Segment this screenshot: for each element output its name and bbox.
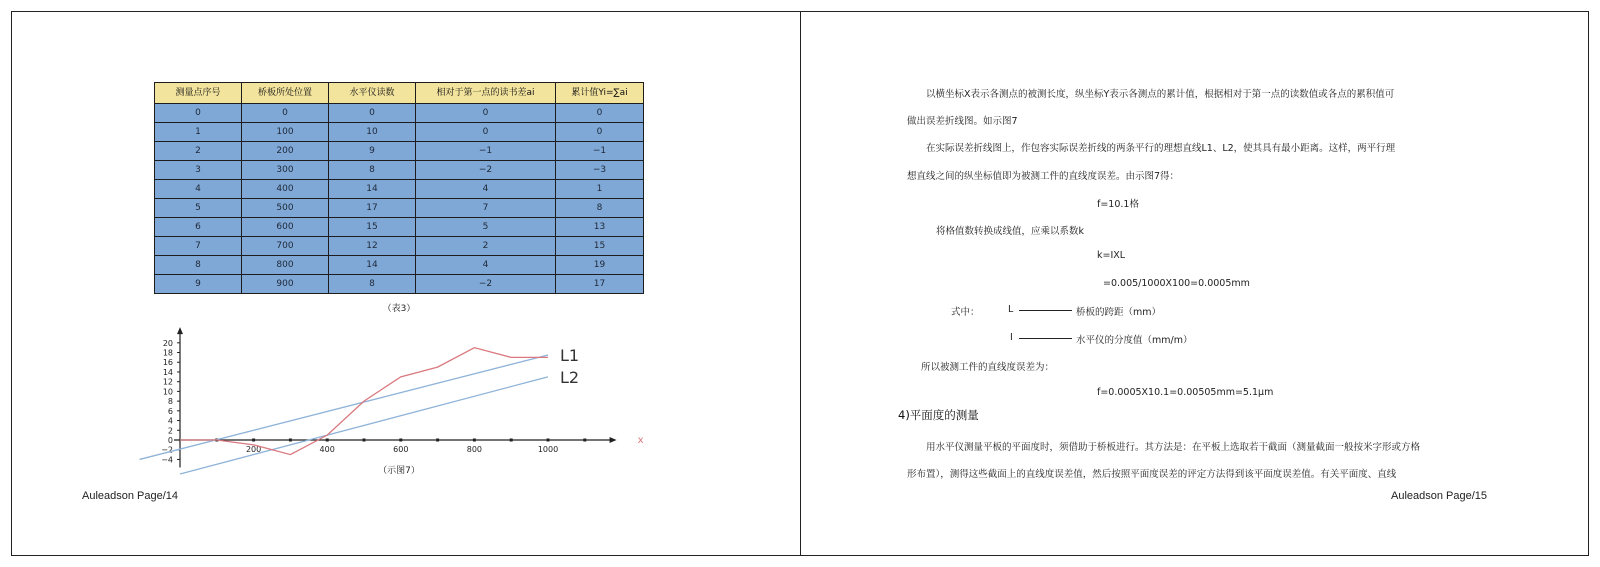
table-cell: 700 (242, 237, 329, 256)
x-tick (363, 439, 366, 442)
table-cell: 0 (556, 123, 644, 142)
page-footer-left: Auleadson Page/14 (82, 490, 179, 502)
table-cell: 1 (155, 123, 242, 142)
table-cell: 4 (155, 180, 242, 199)
equation-k-value: =0.005/1000X100=0.0005mm (1103, 278, 1250, 289)
table-cell: 800 (242, 256, 329, 275)
paragraph-line: 用水平仪测量平板的平面度时，须借助于桥板进行。其方法是：在平板上选取若干截面（测量截面一般按米字形或方格 (926, 442, 1421, 453)
y-tick-label: 14 (162, 367, 173, 377)
x-tick (436, 439, 439, 442)
table-cell: 3 (155, 161, 242, 180)
table-header: 相对于第一点的读书差ai (416, 83, 556, 104)
paragraph-line: 做出误差折线图。如示图7 (907, 116, 1018, 127)
dash-line (1019, 310, 1072, 311)
x-tick-label: 800 (466, 445, 483, 454)
table-cell: 200 (242, 142, 329, 161)
y-tick-label: 10 (162, 387, 173, 397)
table-cell: −2 (416, 275, 556, 294)
y-tick-label: 8 (167, 397, 173, 407)
table-cell: 12 (329, 237, 416, 256)
table-cell: 0 (155, 104, 242, 123)
x-tick-label: 1000 (537, 445, 559, 454)
y-tick-label: 16 (162, 358, 173, 368)
table-cell: 0 (329, 104, 416, 123)
section-heading: 4)平面度的测量 (898, 408, 979, 422)
y-tick-label: −4 (161, 455, 173, 465)
paragraph-line: 所以被测工件的直线度误差为： (921, 362, 1055, 373)
where-label: 式中： (951, 307, 980, 318)
table-cell: 6 (155, 218, 242, 237)
table-cell: 14 (329, 180, 416, 199)
y-tick-label: −2 (161, 445, 173, 455)
y-tick-label: 0 (167, 436, 173, 445)
table-header: 测量点序号 (155, 83, 242, 104)
table-cell: 8 (155, 256, 242, 275)
symbol-L-desc: 桥板的跨距（mm） (1076, 307, 1162, 318)
table-cell: 17 (329, 199, 416, 218)
equation-f: f=10.1格 (1097, 199, 1139, 210)
y-axis-arrow (177, 327, 183, 334)
table-cell: 8 (556, 199, 644, 218)
table-cell: 7 (155, 237, 242, 256)
x-tick-label: 600 (393, 445, 409, 454)
table-cell: −1 (556, 142, 644, 161)
paragraph-line: 在实际误差折线图上，作包容实际误差折线的两条平行的理想直线L1、L2，使其具有最小距离。这样，两平行理 (926, 143, 1396, 154)
equation-f-result: f=0.0005X10.1=0.00505mm=5.1μm (1097, 387, 1274, 398)
x-tick (289, 439, 292, 442)
y-tick-label: 12 (162, 377, 173, 387)
table-cell: 100 (242, 123, 329, 142)
table-cell: −1 (416, 142, 556, 161)
left-page (11, 11, 801, 556)
table-cell: 8 (329, 275, 416, 294)
table-cell: 9 (329, 142, 416, 161)
symbol-I: I (1010, 332, 1013, 343)
x-tick (547, 439, 550, 442)
y-tick-label: 6 (167, 406, 173, 416)
table-cell: 500 (242, 199, 329, 218)
table-header: 累计值Yi=∑ai (556, 83, 644, 104)
reference-label-l1: L1 (560, 345, 580, 365)
x-axis-marker: x (637, 435, 644, 446)
table-cell: −2 (416, 161, 556, 180)
paragraph-line: 想直线之间的纵坐标值即为被测工件的直线度误差。由示图7得： (907, 171, 1180, 182)
dash-line (1019, 338, 1072, 339)
table-cell: 2 (155, 142, 242, 161)
table-cell: 300 (242, 161, 329, 180)
equation-k: k=IXL (1097, 250, 1126, 261)
table-cell: 600 (242, 218, 329, 237)
right-page (800, 11, 1589, 556)
x-tick (583, 439, 586, 442)
paragraph-line: 将格值数转换成线值，应乘以系数k (936, 226, 1085, 237)
y-tick-label: 20 (162, 338, 173, 348)
table-cell: 8 (329, 161, 416, 180)
chart-caption: （示图7） (378, 466, 420, 476)
table-cell: 10 (329, 123, 416, 142)
table-cell: 15 (556, 237, 644, 256)
x-tick (473, 439, 476, 442)
table-cell: 0 (556, 104, 644, 123)
reference-line-l2 (180, 377, 548, 474)
table-cell: 5 (155, 199, 242, 218)
table-cell: 13 (556, 218, 644, 237)
x-tick (399, 439, 402, 442)
table-cell: 1 (556, 180, 644, 199)
table-cell: 0 (416, 123, 556, 142)
x-tick-label: 400 (319, 445, 335, 454)
y-tick-label: 4 (167, 416, 173, 426)
paragraph-line: 形布置），测得这些截面上的直线度误差值，然后按照平面度误差的评定方法得到该平面度误差值。有关平面度、直线 (907, 469, 1397, 480)
paragraph-line: 以横坐标X表示各测点的被测长度，纵坐标Y表示各测点的累计值，根据相对于第一点的读数值或各点的累积值可 (926, 89, 1395, 100)
symbol-L: L (1008, 304, 1014, 315)
reference-label-l2: L2 (560, 367, 580, 387)
table-cell: 0 (242, 104, 329, 123)
table-cell: 19 (556, 256, 644, 275)
table-header: 桥板所处位置 (242, 83, 329, 104)
table-cell: 2 (416, 237, 556, 256)
x-tick (252, 439, 255, 442)
table-cell: 17 (556, 275, 644, 294)
table-cell: 4 (416, 180, 556, 199)
table-header: 水平仪读数 (329, 83, 416, 104)
symbol-I-desc: 水平仪的分度值（mm/m） (1076, 335, 1193, 346)
x-tick (510, 439, 513, 442)
table-cell: 400 (242, 180, 329, 199)
table-cell: 14 (329, 256, 416, 275)
table-cell: 4 (416, 256, 556, 275)
table-cell: −3 (556, 161, 644, 180)
page-footer-right: Auleadson Page/15 (1391, 490, 1488, 502)
table-cell: 900 (242, 275, 329, 294)
reference-line-l1 (140, 355, 548, 459)
y-tick-label: 2 (167, 426, 173, 436)
x-tick-label: 200 (245, 445, 262, 454)
y-tick-label: 18 (162, 348, 173, 358)
table-cell: 5 (416, 218, 556, 237)
x-axis-arrow (610, 437, 617, 443)
table-cell: 0 (416, 104, 556, 123)
x-tick (326, 439, 329, 442)
table-caption: （表3） (382, 304, 416, 314)
table-cell: 15 (329, 218, 416, 237)
table-cell: 7 (416, 199, 556, 218)
table-cell: 9 (155, 275, 242, 294)
